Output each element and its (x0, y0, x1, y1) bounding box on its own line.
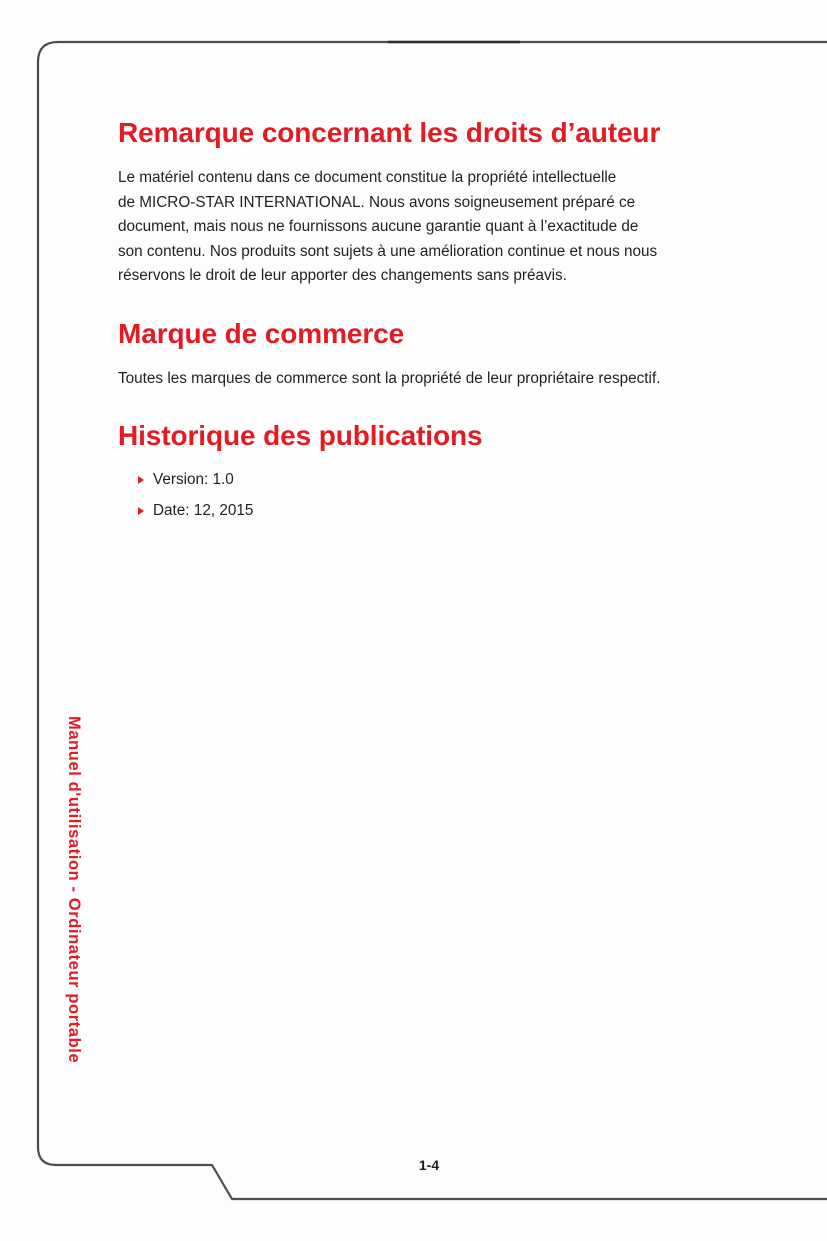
page-number: 1-4 (418, 1157, 440, 1173)
history-item-text: Date: 12, 2015 (153, 502, 254, 519)
trademark-paragraph (118, 367, 738, 392)
copyright-title: Remarque concernant les droits d’auteur (118, 117, 661, 148)
history-title: Historique des publications (118, 420, 483, 451)
copyright-paragraph (118, 166, 738, 289)
history-item-version (118, 467, 253, 498)
copyright-line: de MICRO-STAR INTERNATIONAL. Nous avons soigneusement préparé ce (118, 193, 636, 211)
trademark-title: Marque de commerce (118, 318, 405, 349)
copyright-line: document, mais nous ne fournissons aucune garantie quant à l’exactitude de (118, 218, 639, 235)
trademark-text: Toutes les marques de commerce sont la propriété de leur propriétaire respectif. (118, 370, 661, 387)
copyright-line: réservons le droit de leur apporter des changements sans préavis. (118, 267, 567, 284)
side-manual-label: Manuel d'utilisation - Ordinateur portable (65, 716, 83, 1064)
history-item-text: Version: 1.0 (153, 471, 234, 488)
history-item-date (118, 498, 253, 529)
copyright-line: Le matériel contenu dans ce document constitue la propriété intellectuelle (118, 169, 617, 186)
bullet-triangle-icon (138, 476, 144, 484)
bullet-triangle-icon (138, 507, 144, 515)
copyright-line: son contenu. Nos produits sont sujets à une amélioration continue et nous nous (118, 242, 658, 260)
history-list (118, 467, 253, 529)
